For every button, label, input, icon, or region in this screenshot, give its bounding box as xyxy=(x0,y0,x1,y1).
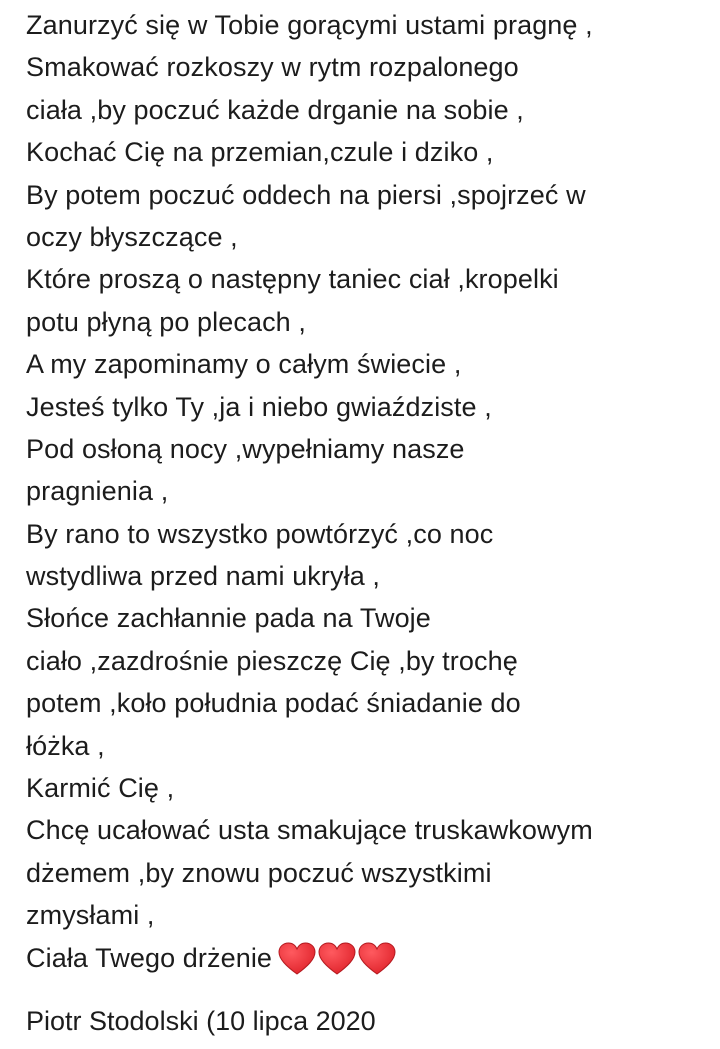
poem-line: Chcę ucałować usta smakujące truskawkowym xyxy=(26,815,593,846)
poem-line: potem ,koło południa podać śniadanie do xyxy=(26,688,521,719)
poem-line: ciało ,zazdrośnie pieszczę Cię ,by trochę xyxy=(26,645,518,676)
poem-line: Jesteś tylko Ty ,ja i niebo gwiaździste , xyxy=(26,391,492,422)
poem-line: dżemem ,by znowu poczuć wszystkimi xyxy=(26,857,492,888)
poem-last-line-text: Ciała Twego drżenie xyxy=(26,942,273,973)
red-heart-icon xyxy=(358,942,396,976)
poem-line: zmysłami , xyxy=(26,900,155,931)
red-heart-icon xyxy=(318,942,356,976)
poem-line: Zanurzyć się w Tobie gorącymi ustami pragnę , xyxy=(26,10,593,40)
poem-line: Kochać Cię na przemian,czule i dziko , xyxy=(26,137,494,168)
poem-line: Słońce zachłannie pada na Twoje xyxy=(26,603,431,634)
poem-line: By potem poczuć oddech na piersi ,spojrzeć w xyxy=(26,179,586,210)
poem-line: By rano to wszystko powtórzyć ,co noc xyxy=(26,518,494,549)
poem-line: Smakować rozkoszy w rytm rozpalonego xyxy=(26,52,519,83)
poem-last-line xyxy=(26,937,716,979)
poem-line: Karmić Cię , xyxy=(26,773,175,804)
poem-line: A my zapominamy o całym świecie , xyxy=(26,349,462,380)
signature: Piotr Stodolski (10 lipca 2020 xyxy=(26,1006,376,1036)
poem-line: wstydliwa przed nami ukryła , xyxy=(26,561,381,592)
poem-line: Pod osłoną nocy ,wypełniamy nasze xyxy=(26,433,465,464)
red-heart-icon xyxy=(278,942,316,976)
poem-line: ciała ,by poczuć każde drganie na sobie , xyxy=(26,94,524,125)
poem-line: łóżka , xyxy=(26,730,105,761)
poem-line: potu płyną po plecach , xyxy=(26,306,306,337)
poem-line: Które proszą o następny taniec ciał ,kropelki xyxy=(26,264,559,295)
poem-line: oczy błyszczące , xyxy=(26,221,238,252)
hearts-group xyxy=(278,936,398,978)
poem-text xyxy=(26,4,716,979)
poem-line: pragnienia , xyxy=(26,476,169,507)
